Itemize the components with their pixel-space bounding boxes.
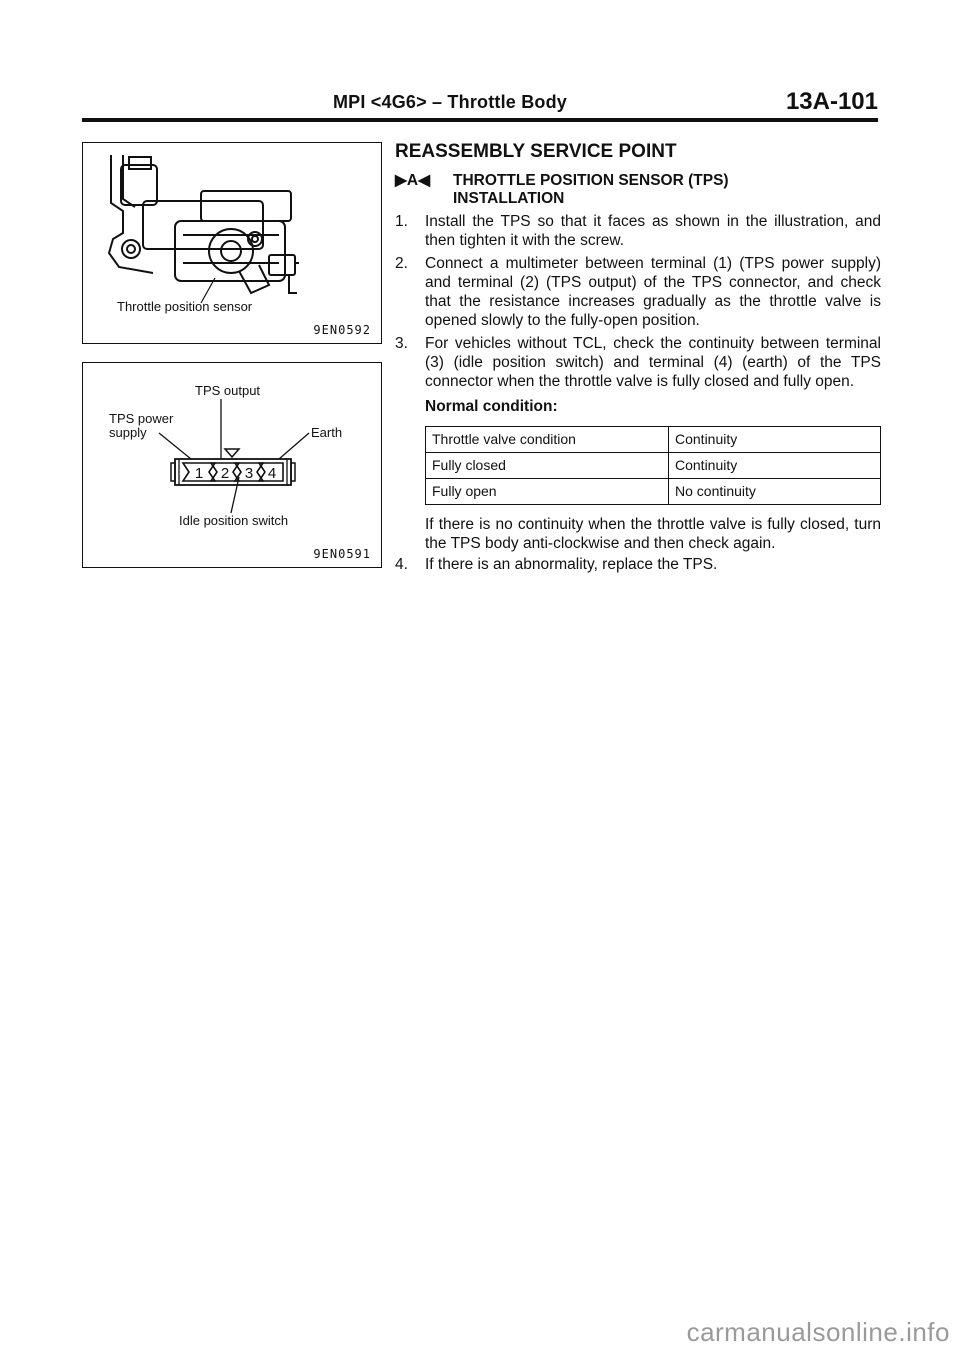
header-rule (82, 118, 878, 122)
step-text: For vehicles without TCL, check the continuity between terminal (3) (idle position switch) and terminal (4) (earth) of the TPS connector when the throttle valve is fully closed and fully open. (425, 335, 881, 390)
subheading-line1: THROTTLE POSITION SENSOR (TPS) (453, 172, 729, 189)
step-item (395, 555, 881, 574)
table-cell: Fully open (426, 479, 669, 505)
table-row (426, 479, 881, 505)
pin-4-label: 4 (267, 465, 277, 482)
note-after-table: If there is no continuity when the throttle valve is fully closed, turn the TPS body anti-clockwise and then check again. (425, 516, 881, 552)
table-header-cell: Continuity (669, 427, 881, 453)
step-number: 3. (395, 335, 408, 352)
earth-label: Earth (311, 425, 343, 440)
table-cell: No continuity (669, 479, 881, 505)
table-cell: Fully closed (426, 453, 669, 479)
tps-power-label: TPS power (109, 411, 174, 426)
subheading-line2: INSTALLATION (453, 190, 565, 207)
pin-2-label: 2 (220, 465, 230, 482)
figure-code: 9EN0591 (313, 547, 371, 561)
subheading (395, 172, 729, 208)
throttle-position-sensor-label: Throttle position sensor (117, 299, 253, 314)
step-number: 2. (395, 255, 408, 272)
step-number: 1. (395, 213, 408, 230)
normal-condition-heading: Normal condition: (425, 398, 558, 415)
tps-output-label: TPS output (195, 383, 261, 398)
tps-supply-label: supply (109, 425, 147, 440)
service-point-marker: ▶A◀ (395, 172, 431, 189)
table-row (426, 453, 881, 479)
step-item (395, 334, 881, 391)
table-cell: Continuity (669, 453, 881, 479)
step-item (395, 212, 881, 250)
watermark: carmanualsonline.info (686, 1317, 950, 1347)
page-number: 13A-101 (785, 88, 878, 115)
page-title: MPI <4G6> – Throttle Body (332, 92, 568, 112)
step-text: If there is an abnormality, replace the TPS. (425, 556, 718, 573)
step-number: 4. (395, 556, 408, 573)
condition-table (425, 426, 881, 505)
step-text: Install the TPS so that it faces as shown in the illustration, and then tighten it with the screw. (425, 213, 881, 249)
step-item (395, 254, 881, 330)
idle-position-switch-label: Idle position switch (179, 513, 289, 528)
section-heading: REASSEMBLY SERVICE POINT (395, 141, 677, 162)
figure-code: 9EN0592 (313, 323, 371, 337)
pin-3-label: 3 (244, 465, 254, 482)
tps-connector-figure (82, 362, 382, 568)
throttle-body-figure (82, 142, 382, 344)
procedure-steps (395, 212, 881, 578)
step-text: Connect a multimeter between terminal (1) (TPS power supply) and terminal (2) (TPS output) of the TPS connector, and check that the resistance increases gradually as the throttle valve is opened slowly to the fully-open position. (425, 255, 881, 329)
table-header-row (426, 427, 881, 453)
pin-1-label: 1 (194, 465, 204, 482)
table-header-cell: Throttle valve condition (426, 427, 669, 453)
